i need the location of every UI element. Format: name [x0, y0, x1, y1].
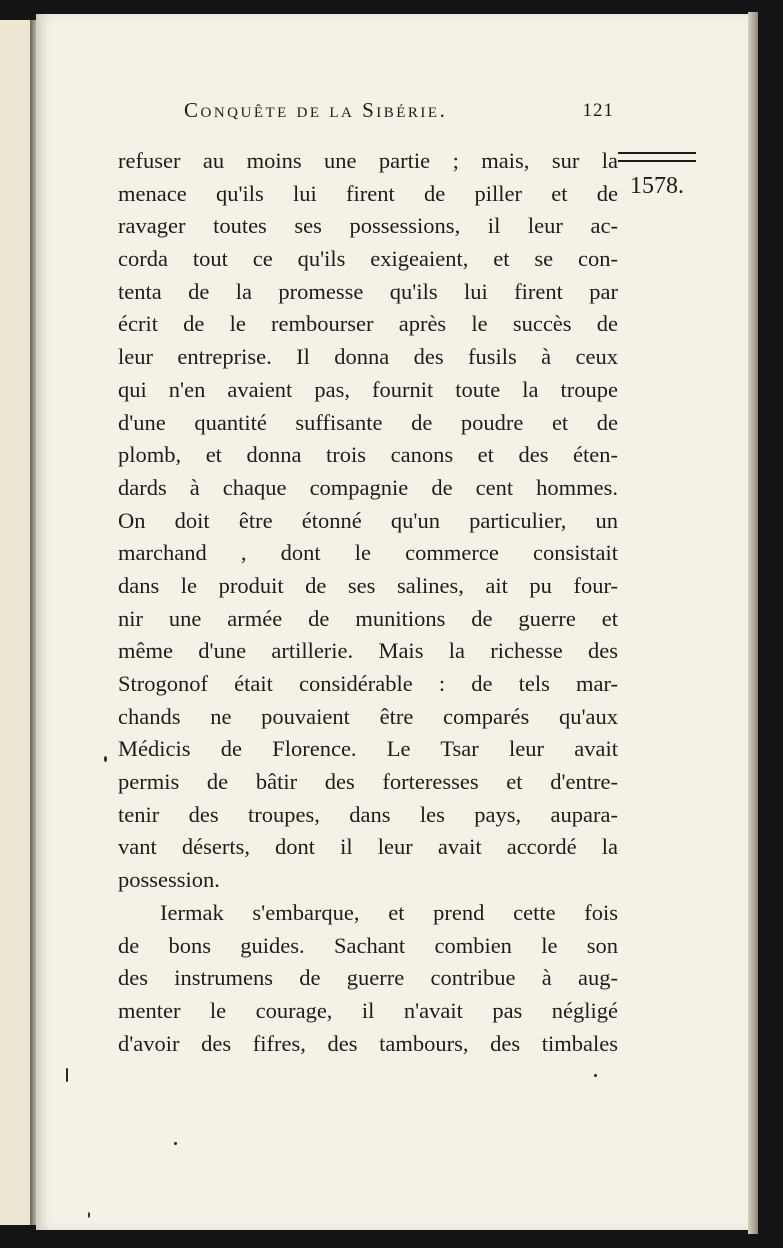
text-line: écrit de le rembourser après le succès de	[118, 311, 618, 337]
paragraph-1	[118, 145, 618, 897]
text-line: marchand , dont le commerce consistait	[118, 540, 618, 566]
running-head-title: Conquête de la Sibérie.	[184, 98, 448, 122]
text-line: dards à chaque compagnie de cent hommes.	[118, 474, 618, 500]
ink-speck	[174, 1142, 177, 1145]
text-line: ravager toutes ses possessions, il leur ac-	[118, 213, 618, 239]
paragraph-2	[118, 897, 618, 1060]
text-line: qui n'en avaient pas, fournit toute la troupe	[118, 376, 618, 402]
text-line: leur entreprise. Il donna des fusils à ceux	[118, 344, 618, 370]
text-line: de bons guides. Sachant combien le son	[118, 932, 618, 958]
text-line: d'une quantité suffisante de poudre et de	[118, 409, 618, 435]
text-line: vant déserts, dont il leur avait accordé la	[118, 834, 618, 860]
text-line: chands ne pouvaient être comparés qu'aux	[118, 703, 618, 729]
text-line: des instrumens de guerre contribue à aug-	[118, 965, 618, 991]
text-line: nir une armée de munitions de guerre et	[118, 605, 618, 631]
text-line: corda tout ce qu'ils exigeaient, et se con-	[118, 246, 618, 272]
text-line: dans le produit de ses salines, ait pu four-	[118, 572, 618, 598]
ink-speck	[594, 1074, 597, 1077]
page-edge	[748, 12, 758, 1234]
text-line: permis de bâtir des forteresses et d'entre-	[118, 769, 618, 795]
text-line: tenir des troupes, dans les pays, aupara-	[118, 801, 618, 827]
text-line: possession.	[118, 867, 220, 893]
text-line: tenta de la promesse qu'ils lui firent par	[118, 278, 618, 304]
margin-year: 1578.	[630, 173, 684, 199]
margin-rule	[618, 152, 696, 162]
ink-speck	[88, 1212, 90, 1218]
text-line: Médicis de Florence. Le Tsar leur avait	[118, 736, 618, 762]
ink-speck	[66, 1068, 68, 1082]
text-line: plomb, et donna trois canons et des éten-	[118, 442, 618, 468]
running-head	[184, 98, 614, 128]
body-text	[118, 145, 618, 1060]
text-line: refuser au moins une partie ; mais, sur la	[118, 148, 618, 173]
text-line: Strogonof était considérable : de tels mar-	[118, 671, 618, 696]
page-number: 121	[582, 100, 614, 121]
facing-page-edge	[0, 20, 31, 1225]
text-line: On doit être étonné qu'un particulier, un	[118, 507, 618, 533]
text-line: d'avoir des fifres, des tambours, des timbales	[118, 1030, 618, 1056]
text-line: menter le courage, il n'avait pas négligé	[118, 997, 618, 1023]
text-line: menace qu'ils lui firent de piller et de	[118, 180, 618, 206]
text-line: Iermak s'embarque, et prend cette fois	[160, 899, 618, 925]
ink-speck	[104, 756, 107, 762]
text-line: même d'une artillerie. Mais la richesse des	[118, 638, 618, 664]
